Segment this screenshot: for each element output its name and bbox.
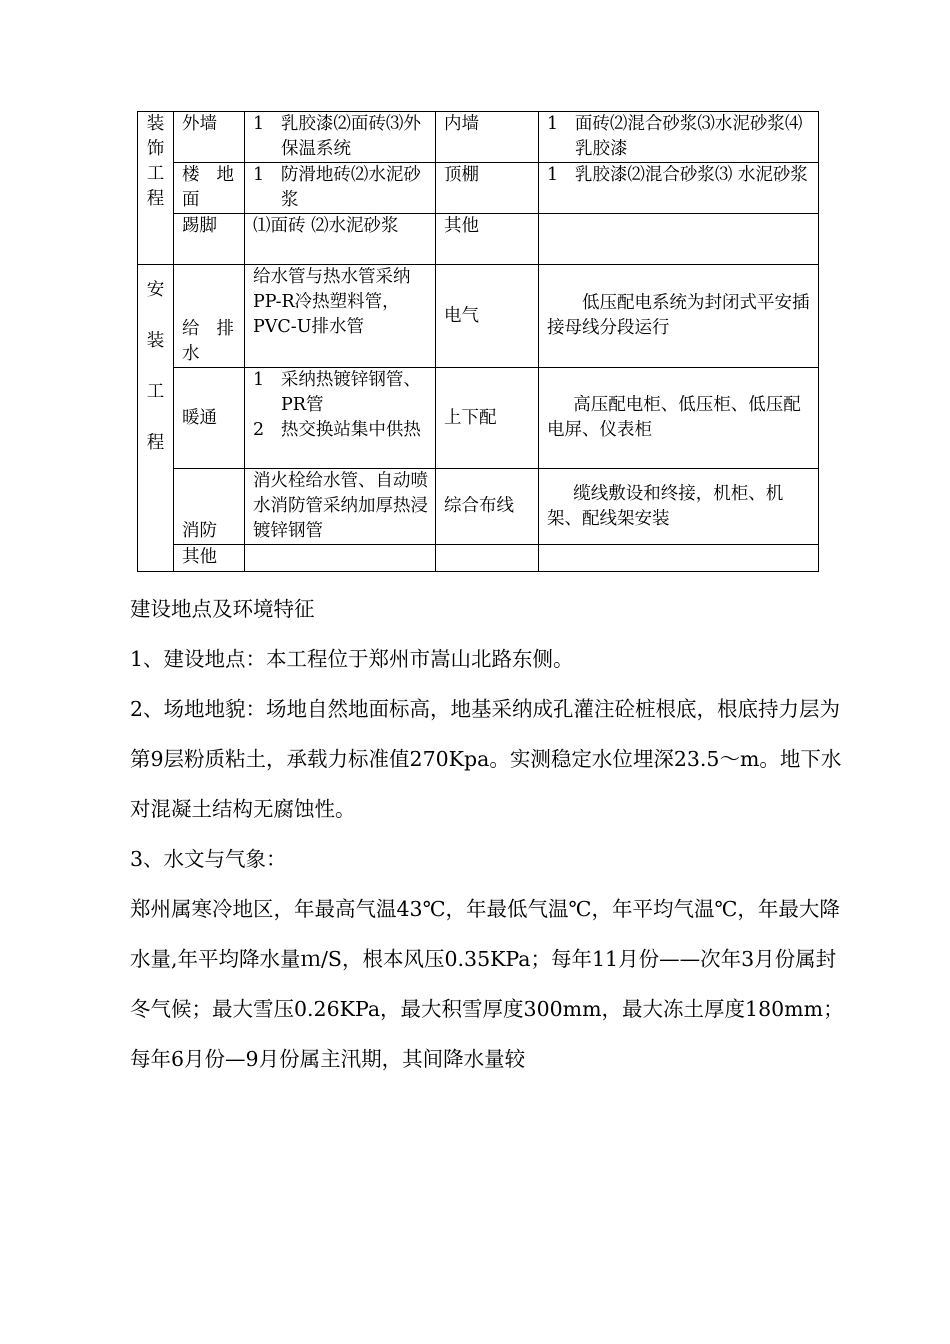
table-row bbox=[138, 112, 819, 163]
table-row bbox=[138, 469, 819, 545]
value-cell: 1 乳胶漆⑵面砖⑶外保温系统 bbox=[245, 112, 436, 163]
value-cell bbox=[539, 545, 819, 572]
paragraph-location: 1、建设地点：本工程位于郑州市嵩山北路东侧。 bbox=[130, 647, 574, 671]
value-cell: 1 乳胶漆⑵混合砂浆⑶ 水泥砂浆 bbox=[539, 163, 819, 214]
value-cell: 1 采纳热镀锌钢管、PR管 2 热交换站集中供热 bbox=[245, 368, 436, 469]
section-heading: 建设地点及环境特征 bbox=[130, 597, 315, 621]
table-row bbox=[138, 265, 819, 368]
table-row bbox=[138, 545, 819, 572]
value-cell: ⑴面砖 ⑵水泥砂浆 bbox=[245, 214, 436, 265]
paragraph-hydrology-title: 3、水文与气象： bbox=[130, 847, 287, 871]
value-cell: 1 防滑地砖⑵水泥砂浆 bbox=[245, 163, 436, 214]
value-cell: 消火栓给水管、自动喷水消防管采纳加厚热浸镀锌钢管 bbox=[245, 469, 436, 545]
specification-table bbox=[137, 111, 819, 572]
value-cell bbox=[539, 214, 819, 265]
value-cell: 1 面砖⑵混合砂浆⑶水泥砂浆⑷乳胶漆 bbox=[539, 112, 819, 163]
item-cell: 外墙 bbox=[174, 112, 245, 163]
paragraph-climate: 郑州属寒冷地区，年最高气温43℃，年最低气温℃，年平均气温℃，年最大降水量,年平均降水量ｍ/S，根本风压0.35KPa；每年11月份——次年3月份属封冬气候；最大雪压0.26KPa，最大积雪厚度300mm，最大冻土厚度180mm；每年6月份—9月份属主汛期，其间降水量较 bbox=[130, 897, 844, 1071]
value-cell: 缆线敷设和终接，机柜、机架、配线架安装 bbox=[539, 469, 819, 545]
value-cell: 低压配电系统为封闭式平安插接母线分段运行 bbox=[539, 265, 819, 368]
table-row bbox=[138, 368, 819, 469]
item-cell: 上下配 bbox=[436, 368, 539, 469]
item-cell: 其他 bbox=[436, 214, 539, 265]
value-cell bbox=[245, 545, 436, 572]
item-cell: 综合布线 bbox=[436, 469, 539, 545]
body-text bbox=[130, 584, 855, 1084]
item-cell: 内墙 bbox=[436, 112, 539, 163]
item-cell: 踢脚 bbox=[174, 214, 245, 265]
item-cell: 其他 bbox=[174, 545, 245, 572]
item-cell: 顶棚 bbox=[436, 163, 539, 214]
group-decoration: 装 饰 工 程 bbox=[138, 112, 174, 265]
group-installation: 安 装 工 程 bbox=[138, 265, 174, 572]
table-row bbox=[138, 163, 819, 214]
item-cell bbox=[436, 545, 539, 572]
item-cell: 给 排水 bbox=[174, 265, 245, 368]
table-row bbox=[138, 214, 819, 265]
item-cell: 消防 bbox=[174, 469, 245, 545]
item-cell: 暖通 bbox=[174, 368, 245, 469]
value-cell: 高压配电柜、低压柜、低压配电屏、仪表柜 bbox=[539, 368, 819, 469]
value-cell: 给水管与热水管采纳PP-R冷热塑料管，PVC-U排水管 bbox=[245, 265, 436, 368]
paragraph-terrain: 2、场地地貌：场地自然地面标高，地基采纳成孔灌注砼桩根底，根底持力层为第9层粉质粘土，承载力标准值270Kpa。实测稳定水位埋深23.5～m。地下水对混凝土结构无腐蚀性。 bbox=[130, 697, 842, 821]
item-cell: 楼 地面 bbox=[174, 163, 245, 214]
item-cell: 电气 bbox=[436, 265, 539, 368]
